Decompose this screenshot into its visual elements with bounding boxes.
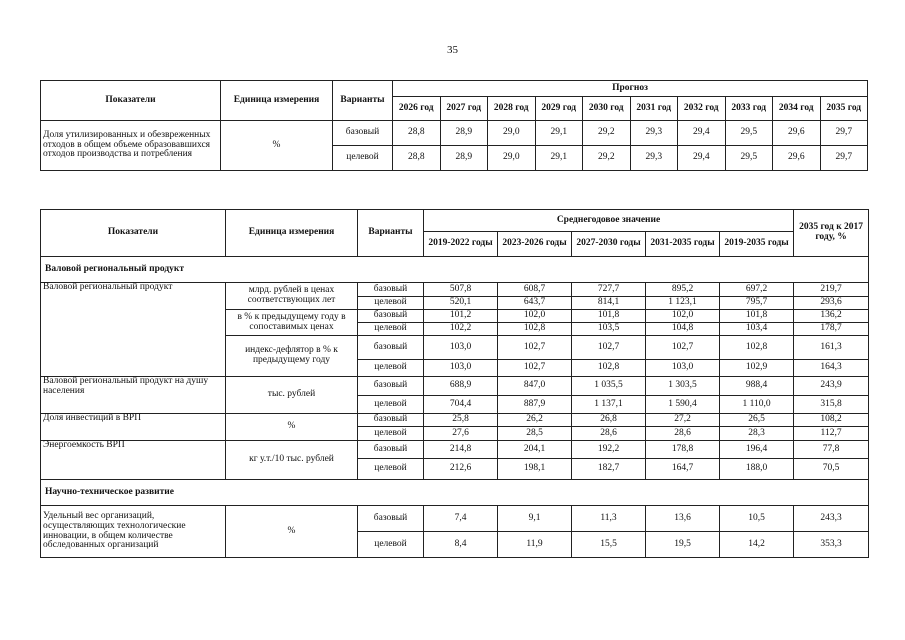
period-header: 2019-2022 годы	[424, 232, 498, 257]
value-cell: 727,7	[572, 283, 646, 297]
value-cell: 102,8	[498, 323, 572, 336]
value-cell: 988,4	[720, 377, 794, 396]
variant-cell: базовый	[358, 310, 424, 323]
value-cell: 28,6	[572, 427, 646, 441]
value-cell: 214,8	[424, 441, 498, 459]
value-cell: 28,6	[646, 427, 720, 441]
value-cell: 9,1	[498, 506, 572, 532]
unit-cell: %	[226, 506, 358, 558]
value-cell: 29,5	[725, 146, 773, 171]
value-cell: 101,8	[572, 310, 646, 323]
value-cell: 102,8	[720, 336, 794, 360]
value-cell: 27,2	[646, 414, 720, 427]
value-cell: 102,7	[646, 336, 720, 360]
value-cell: 1 590,4	[646, 396, 720, 414]
value-cell: 847,0	[498, 377, 572, 396]
value-cell: 192,2	[572, 441, 646, 459]
value-cell: 243,3	[794, 506, 869, 532]
value-cell: 29,7	[820, 121, 868, 146]
page-number: 35	[447, 44, 458, 56]
header-average: Среднегодовое значение	[424, 210, 794, 232]
variant-cell: целевой	[358, 532, 424, 558]
value-cell: 895,2	[646, 283, 720, 297]
value-cell: 103,0	[424, 360, 498, 377]
value-cell: 243,9	[794, 377, 869, 396]
value-cell: 196,4	[720, 441, 794, 459]
year-header: 2027 год	[440, 97, 488, 121]
value-cell: 29,5	[725, 121, 773, 146]
value-cell: 102,7	[498, 360, 572, 377]
value-cell: 28,9	[440, 146, 488, 171]
value-cell: 102,2	[424, 323, 498, 336]
variant-cell: целевой	[333, 146, 393, 171]
year-header: 2033 год	[725, 97, 773, 121]
value-cell: 520,1	[424, 297, 498, 310]
value-cell: 608,7	[498, 283, 572, 297]
year-header: 2029 год	[535, 97, 583, 121]
value-cell: 103,5	[572, 323, 646, 336]
value-cell: 19,5	[646, 532, 720, 558]
value-cell: 28,3	[720, 427, 794, 441]
unit-cell: индекс-дефлятор в % к предыдущему году	[226, 336, 358, 377]
value-cell: 25,8	[424, 414, 498, 427]
indicator-cell: Удельный вес организаций, осуществляющих технологические инновации, в общем количестве обследованных организаций	[41, 506, 226, 558]
value-cell: 29,3	[630, 121, 678, 146]
unit-cell: в % к предыдущему году в сопоставимых ценах	[226, 310, 358, 336]
year-header: 2034 год	[773, 97, 821, 121]
value-cell: 178,8	[646, 441, 720, 459]
value-cell: 102,9	[720, 360, 794, 377]
value-cell: 688,9	[424, 377, 498, 396]
year-header: 2035 год	[820, 97, 868, 121]
value-cell: 28,8	[393, 121, 441, 146]
value-cell: 29,3	[630, 146, 678, 171]
header-unit: Единица измерения	[221, 81, 333, 121]
value-cell: 697,2	[720, 283, 794, 297]
value-cell: 112,7	[794, 427, 869, 441]
variant-cell: базовый	[358, 283, 424, 297]
variant-cell: базовый	[358, 377, 424, 396]
variant-cell: базовый	[358, 414, 424, 427]
value-cell: 29,7	[820, 146, 868, 171]
indicator-cell: Валовой региональный продукт на душу населения	[41, 377, 226, 414]
value-cell: 1 035,5	[572, 377, 646, 396]
variant-cell: целевой	[358, 360, 424, 377]
value-cell: 26,8	[572, 414, 646, 427]
variant-cell: базовый	[333, 121, 393, 146]
value-cell: 28,9	[440, 121, 488, 146]
year-header: 2030 год	[583, 97, 631, 121]
value-cell: 161,3	[794, 336, 869, 360]
value-cell: 814,1	[572, 297, 646, 310]
period-header: 2019-2035 годы	[720, 232, 794, 257]
header-indicator: Показатели	[41, 81, 221, 121]
variant-cell: целевой	[358, 427, 424, 441]
value-cell: 795,7	[720, 297, 794, 310]
unit-cell: %	[226, 414, 358, 441]
value-cell: 103,0	[424, 336, 498, 360]
variant-cell: базовый	[358, 441, 424, 459]
variant-cell: целевой	[358, 297, 424, 310]
value-cell: 70,5	[794, 459, 869, 480]
value-cell: 164,7	[646, 459, 720, 480]
value-cell: 8,4	[424, 532, 498, 558]
period-header: 2027-2030 годы	[572, 232, 646, 257]
variant-cell: целевой	[358, 323, 424, 336]
average-values-table	[40, 209, 869, 558]
value-cell: 7,4	[424, 506, 498, 532]
year-header: 2031 год	[630, 97, 678, 121]
unit-cell: тыс. рублей	[226, 377, 358, 414]
value-cell: 29,4	[678, 121, 726, 146]
variant-cell: базовый	[358, 336, 424, 360]
value-cell: 1 123,1	[646, 297, 720, 310]
value-cell: 28,5	[498, 427, 572, 441]
forecast-table	[40, 80, 868, 171]
indicator-cell: Валовой региональный продукт	[41, 283, 226, 377]
variant-cell: целевой	[358, 459, 424, 480]
value-cell: 353,3	[794, 532, 869, 558]
unit-cell: %	[221, 121, 333, 171]
value-cell: 182,7	[572, 459, 646, 480]
period-header: 2031-2035 годы	[646, 232, 720, 257]
header-unit: Единица измерения	[226, 210, 358, 257]
unit-cell: млрд. рублей в ценах соответствующих лет	[226, 283, 358, 310]
year-header: 2026 год	[393, 97, 441, 121]
value-cell: 219,7	[794, 283, 869, 297]
value-cell: 293,6	[794, 297, 869, 310]
value-cell: 28,8	[393, 146, 441, 171]
value-cell: 27,6	[424, 427, 498, 441]
period-header: 2023-2026 годы	[498, 232, 572, 257]
header-forecast: Прогноз	[393, 81, 868, 97]
value-cell: 102,7	[572, 336, 646, 360]
value-cell: 102,0	[498, 310, 572, 323]
value-cell: 29,2	[583, 146, 631, 171]
value-cell: 1 137,1	[572, 396, 646, 414]
value-cell: 15,5	[572, 532, 646, 558]
value-cell: 104,8	[646, 323, 720, 336]
value-cell: 188,0	[720, 459, 794, 480]
unit-cell: кг у.т./10 тыс. рублей	[226, 441, 358, 480]
value-cell: 14,2	[720, 532, 794, 558]
value-cell: 198,1	[498, 459, 572, 480]
value-cell: 136,2	[794, 310, 869, 323]
value-cell: 1 303,5	[646, 377, 720, 396]
header-variants: Варианты	[333, 81, 393, 121]
value-cell: 26,5	[720, 414, 794, 427]
section-heading: Научно-техническое развитие	[41, 480, 869, 506]
value-cell: 704,4	[424, 396, 498, 414]
value-cell: 164,3	[794, 360, 869, 377]
header-indicator: Показатели	[41, 210, 226, 257]
value-cell: 11,3	[572, 506, 646, 532]
value-cell: 29,2	[583, 121, 631, 146]
indicator-cell: Доля инвестиций в ВРП	[41, 414, 226, 441]
value-cell: 11,9	[498, 532, 572, 558]
value-cell: 212,6	[424, 459, 498, 480]
variant-cell: целевой	[358, 396, 424, 414]
value-cell: 1 110,0	[720, 396, 794, 414]
value-cell: 26,2	[498, 414, 572, 427]
value-cell: 29,1	[535, 121, 583, 146]
value-cell: 29,4	[678, 146, 726, 171]
year-header: 2028 год	[488, 97, 536, 121]
value-cell: 103,4	[720, 323, 794, 336]
value-cell: 178,7	[794, 323, 869, 336]
value-cell: 29,6	[773, 121, 821, 146]
indicator-cell: Доля утилизированных и обезвреженных отходов в общем объеме образовавшихся отходов производства и потребления	[41, 121, 221, 171]
section-heading: Валовой региональный продукт	[41, 257, 869, 283]
value-cell: 29,6	[773, 146, 821, 171]
value-cell: 102,8	[572, 360, 646, 377]
value-cell: 29,0	[488, 121, 536, 146]
value-cell: 102,0	[646, 310, 720, 323]
value-cell: 10,5	[720, 506, 794, 532]
value-cell: 643,7	[498, 297, 572, 310]
value-cell: 101,8	[720, 310, 794, 323]
value-cell: 507,8	[424, 283, 498, 297]
variant-cell: базовый	[358, 506, 424, 532]
value-cell: 77,8	[794, 441, 869, 459]
value-cell: 29,0	[488, 146, 536, 171]
value-cell: 315,8	[794, 396, 869, 414]
value-cell: 103,0	[646, 360, 720, 377]
value-cell: 102,7	[498, 336, 572, 360]
value-cell: 108,2	[794, 414, 869, 427]
header-variants: Варианты	[358, 210, 424, 257]
value-cell: 887,9	[498, 396, 572, 414]
value-cell: 101,2	[424, 310, 498, 323]
value-cell: 29,1	[535, 146, 583, 171]
indicator-cell: Энергоемкость ВРП	[41, 441, 226, 480]
header-2035-vs-2017: 2035 год к 2017 году, %	[794, 210, 869, 257]
table-row	[41, 121, 868, 146]
year-header: 2032 год	[678, 97, 726, 121]
value-cell: 13,6	[646, 506, 720, 532]
value-cell: 204,1	[498, 441, 572, 459]
